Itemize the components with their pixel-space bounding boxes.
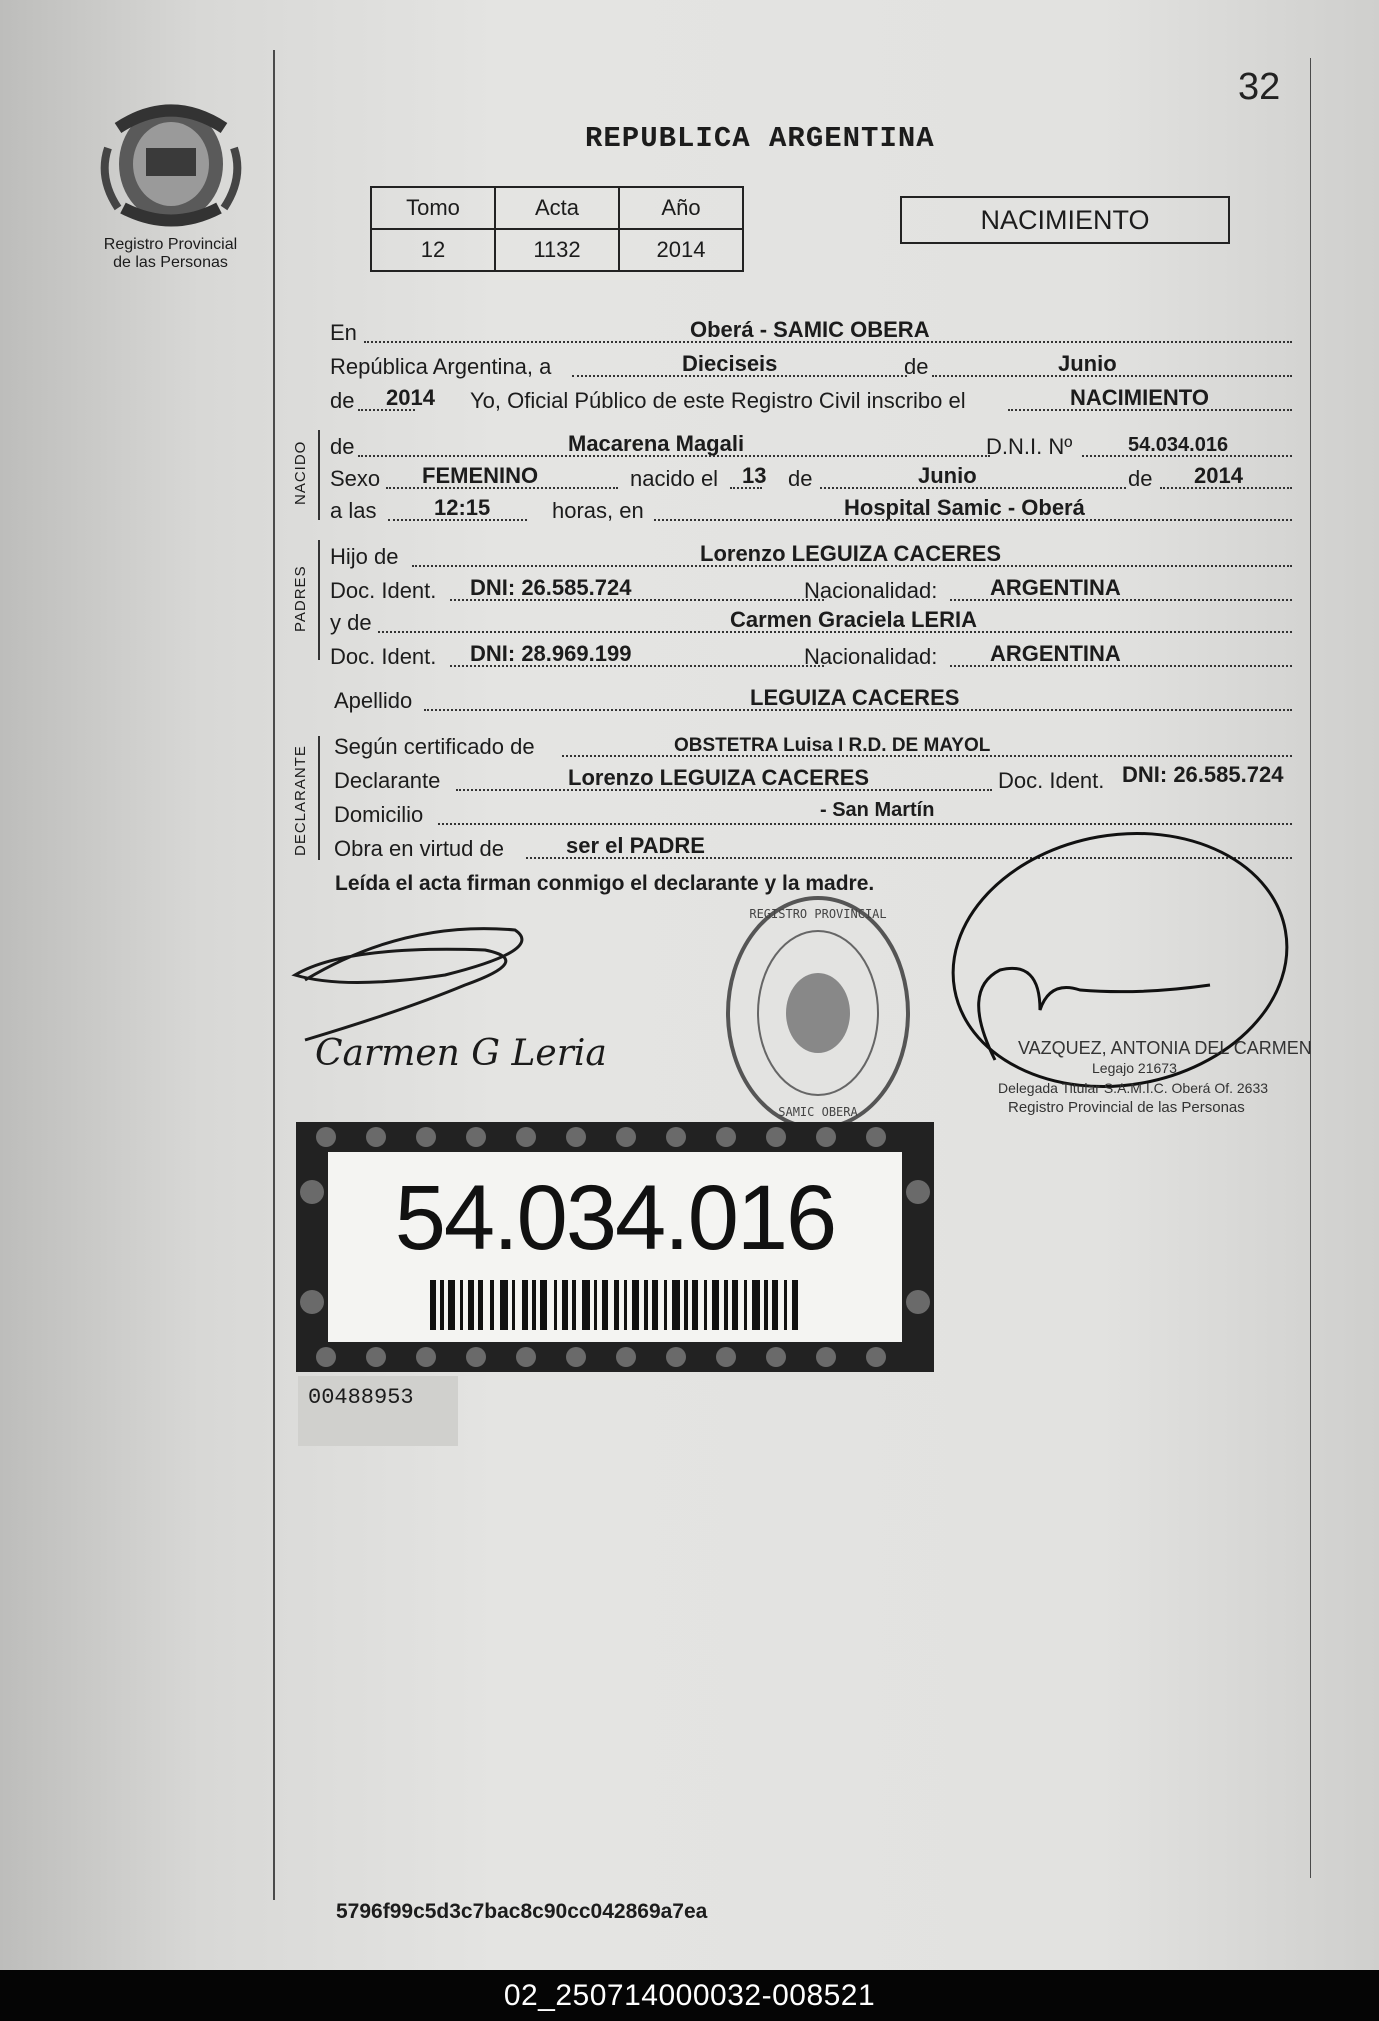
ids-header-row xyxy=(371,187,743,229)
label-republica: República Argentina, a xyxy=(330,354,552,379)
row-mother xyxy=(330,606,1292,636)
label-de-year: de xyxy=(330,388,355,413)
value-month: Junio xyxy=(1058,351,1117,376)
ids-table xyxy=(370,186,744,272)
value-birth-day: 13 xyxy=(742,463,767,488)
svg-text:REGISTRO PROVINCIAL: REGISTRO PROVINCIAL xyxy=(749,907,887,921)
label-doc-father: Doc. Ident. xyxy=(330,578,437,603)
value-place: Hospital Samic - Oberá xyxy=(844,495,1085,520)
official-title: Delegada Titular S.A.M.I.C. Oberá Of. 2633 xyxy=(998,1080,1269,1096)
value-time: 12:15 xyxy=(434,495,491,520)
official-stamp xyxy=(998,1038,1318,1118)
svg-text:Carmen G Leria: Carmen G Leria xyxy=(315,1033,607,1074)
ids-value-tomo: 12 xyxy=(371,229,495,271)
value-mother-nat: ARGENTINA xyxy=(990,641,1121,666)
registry-line2: de las Personas xyxy=(113,254,228,271)
doc-type-box: NACIMIENTO xyxy=(900,196,1230,244)
value-father-nat: ARGENTINA xyxy=(990,575,1121,600)
label-en: En xyxy=(330,320,357,345)
provincia-misiones-logo-icon xyxy=(98,98,244,230)
left-margin-line xyxy=(273,50,275,1900)
value-mother-doc: DNI: 28.969.199 xyxy=(470,641,632,666)
value-day: Dieciseis xyxy=(682,351,778,376)
row-sexo xyxy=(330,462,1292,492)
row-apellido xyxy=(330,684,1292,714)
label-nac-father: Nacionalidad: xyxy=(804,578,938,603)
value-birth-year: 2014 xyxy=(1194,463,1243,488)
row-republica xyxy=(330,350,1292,380)
label-hijo: Hijo de xyxy=(330,544,399,569)
ids-value-ano: 2014 xyxy=(619,229,743,271)
row-mother-doc xyxy=(330,640,1292,670)
label-horas: horas, en xyxy=(552,498,644,523)
label-doc-declarante: Doc. Ident. xyxy=(998,768,1105,793)
barcode-sticker xyxy=(296,1122,934,1372)
value-en: Oberá - SAMIC OBERA xyxy=(690,317,930,342)
side-label-declarante: DECLARANTE xyxy=(292,745,309,856)
label-segun: Según certificado de xyxy=(334,734,535,759)
label-domicilio: Domicilio xyxy=(334,802,424,827)
document-hash: 5796f99c5d3c7bac8c90cc042869a7ea xyxy=(336,1900,708,1923)
value-inscribe: NACIMIENTO xyxy=(1070,385,1209,410)
label-dni: D.N.I. Nº xyxy=(986,434,1073,459)
padres-bracket xyxy=(318,540,320,660)
value-dni: 54.034.016 xyxy=(1128,434,1229,456)
value-cert: OBSTETRA Luisa I R.D. DE MAYOL xyxy=(674,735,991,756)
footer-id-bar: 02_250714000032-008521 xyxy=(0,1970,1379,2021)
barcode-icon xyxy=(430,1280,800,1330)
label-obra: Obra en virtud de xyxy=(334,836,504,861)
label-alas: a las xyxy=(330,498,377,523)
value-father: Lorenzo LEGUIZA CACERES xyxy=(700,541,1002,566)
row-declarante xyxy=(330,764,1292,794)
value-mother: Carmen Graciela LERIA xyxy=(730,607,977,632)
label-declarante: Declarante xyxy=(334,768,441,793)
value-father-doc: DNI: 26.585.724 xyxy=(470,575,632,600)
svg-text:SAMIC OBERA: SAMIC OBERA xyxy=(778,1105,858,1119)
row-de-year xyxy=(330,384,1292,414)
row-father-doc xyxy=(330,574,1292,604)
label-doc-mother: Doc. Ident. xyxy=(330,644,437,669)
value-declarante-doc: DNI: 26.585.724 xyxy=(1122,762,1284,787)
ids-header-ano: Año xyxy=(619,187,743,229)
barcode-number: 54.034.016 xyxy=(394,1167,836,1269)
page-number: 32 xyxy=(1238,66,1281,108)
label-sexo: Sexo xyxy=(330,466,381,491)
side-label-padres: PADRES xyxy=(292,565,309,632)
value-apellido: LEGUIZA CACERES xyxy=(750,685,960,710)
value-domicilio: - San Martín xyxy=(820,799,935,821)
label-de: de xyxy=(904,354,929,379)
closing-statement: Leída el acta firman conmigo el declarante y la madre. xyxy=(335,872,875,895)
value-sexo: FEMENINO xyxy=(422,463,539,488)
country-title: REPUBLICA ARGENTINA xyxy=(585,122,935,155)
label-nac-mother: Nacionalidad: xyxy=(804,644,938,669)
label-apellido: Apellido xyxy=(334,688,413,713)
row-name xyxy=(330,430,1292,460)
right-margin-line xyxy=(1310,58,1311,1878)
label-de-name: de xyxy=(330,434,355,459)
value-name: Macarena Magali xyxy=(568,431,745,456)
row-en xyxy=(330,316,1292,346)
value-obra: ser el PADRE xyxy=(566,833,705,858)
row-alas xyxy=(330,494,1292,524)
ids-header-tomo: Tomo xyxy=(371,187,495,229)
serial-number: 00488953 xyxy=(298,1376,458,1446)
ids-header-acta: Acta xyxy=(495,187,619,229)
side-label-nacido: NACIDO xyxy=(292,440,309,505)
official-registry: Registro Provincial de las Personas xyxy=(1008,1099,1245,1116)
registry-line1: Registro Provincial xyxy=(103,236,238,253)
label-de-byear: de xyxy=(1128,466,1153,491)
row-segun xyxy=(330,730,1292,760)
text-oficial: Yo, Oficial Público de este Registro Civil inscribo el xyxy=(470,388,966,413)
registry-label xyxy=(88,236,253,272)
ids-value-row xyxy=(371,229,743,271)
official-name: VAZQUEZ, ANTONIA DEL CARMEN xyxy=(1018,1038,1312,1058)
official-legajo: Legajo 21673 xyxy=(1092,1060,1177,1076)
label-de-bmonth: de xyxy=(788,466,813,491)
nacido-bracket xyxy=(318,430,320,520)
label-nacido: nacido el xyxy=(630,466,719,491)
barcode-label xyxy=(328,1152,902,1342)
ids-value-acta: 1132 xyxy=(495,229,619,271)
mother-signature-icon xyxy=(305,1020,645,1090)
declarante-bracket xyxy=(318,736,320,860)
value-year: 2014 xyxy=(386,385,435,410)
value-birth-month: Junio xyxy=(918,463,977,488)
value-declarante: Lorenzo LEGUIZA CACERES xyxy=(568,765,870,790)
registro-seal-icon xyxy=(718,888,918,1138)
row-hijo xyxy=(330,540,1292,570)
label-yde: y de xyxy=(330,610,372,635)
